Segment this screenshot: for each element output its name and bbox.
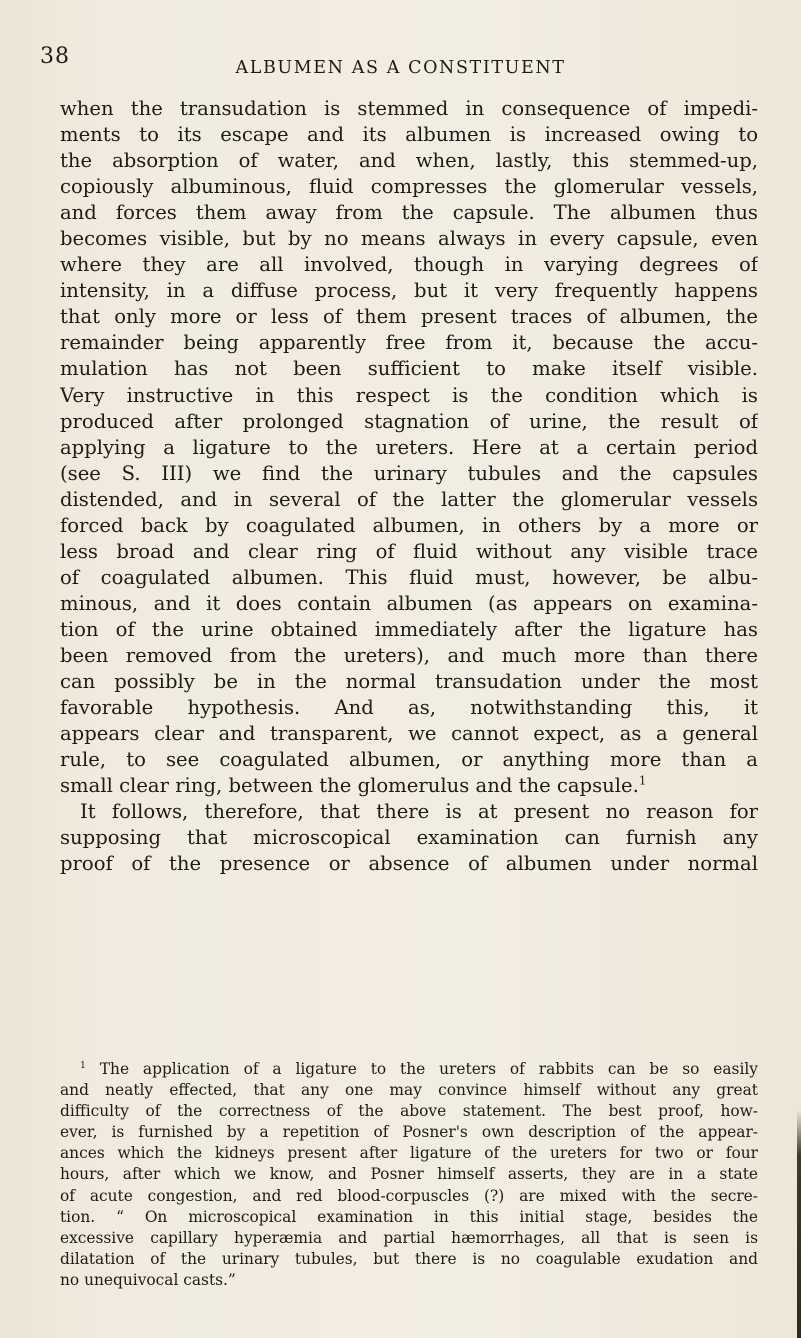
body-line: that only more or less of them present traces of albumen, the [60, 305, 758, 329]
body-line-text: small clear ring, between the glomerulus and the capsule. [60, 774, 639, 798]
running-head: ALBUMEN AS A CONSTITUENT [235, 58, 566, 78]
body-line-with-footnote-ref [60, 773, 758, 799]
footnote-line: hours, after which we know, and Posner himself asserts, they are in a state [60, 1165, 758, 1184]
footnote-line: tion. “ On microscopical examination in this initial stage, besides the [60, 1207, 758, 1226]
body-line: been removed from the ureters), and much more than there [60, 643, 758, 667]
body-line: supposing that microscopical examination can furnish any [60, 826, 758, 850]
body-line: of coagulated albumen. This fluid must, however, be albu- [60, 565, 758, 589]
footnote-line: and neatly effected, that any one may convince himself without any great [60, 1081, 758, 1100]
body-line: Very instructive in this respect is the condition which is [60, 383, 758, 407]
body-line: where they are all involved, though in varying degrees of [60, 253, 758, 277]
footnote-line: ever, is furnished by a repetition of Posner's own description of the appear- [60, 1123, 758, 1142]
body-line: remainder being apparently free from it, because the accu- [60, 331, 758, 355]
footnote-marker: 1 [80, 1059, 86, 1071]
body-line: proof of the presence or absence of albumen under normal [60, 852, 758, 876]
body-line: rule, to see coagulated albumen, or anything more than a [60, 748, 758, 772]
body-text [60, 96, 758, 877]
page-edge-shadow [797, 1110, 801, 1338]
body-line: favorable hypothesis. And as, notwithstanding this, it [60, 696, 758, 720]
footnote-line: ances which the kidneys present after ligature of the ureters for two or four [60, 1144, 758, 1163]
body-line: when the transudation is stemmed in consequence of impedi- [60, 97, 758, 120]
footnote-line-text: The application of a ligature to the ureters of rabbits can be so easily [99, 1060, 758, 1078]
footnote-line: dilatation of the urinary tubules, but there is no coagulable exudation and [60, 1249, 758, 1268]
body-line: appears clear and transparent, we cannot expect, as a general [60, 722, 758, 746]
body-line: tion of the urine obtained immediately after the ligature has [60, 617, 758, 641]
paragraph-start-line: It follows, therefore, that there is at present no reason for [80, 800, 758, 824]
body-line: distended, and in several of the latter the glomerular vessels [60, 487, 758, 511]
body-line: less broad and clear ring of fluid without any visible trace [60, 539, 758, 563]
body-line: (see S. III) we find the urinary tubules and the capsules [60, 461, 758, 485]
body-line: minous, and it does contain albumen (as appears on examina- [60, 591, 758, 615]
body-line: intensity, in a diffuse process, but it very frequently happens [60, 279, 758, 303]
body-line: becomes visible, but by no means always in every capsule, even [60, 227, 758, 251]
body-line: applying a ligature to the ureters. Here at a certain period [60, 435, 758, 459]
body-line: forced back by coagulated albumen, in others by a more or [60, 513, 758, 537]
page-number: 38 [40, 44, 70, 69]
footnote-block [60, 1059, 758, 1291]
body-line: produced after prolonged stagnation of urine, the result of [60, 409, 758, 433]
footnote-line: no unequivocal casts.” [60, 1270, 236, 1289]
body-line: ments to its escape and its albumen is increased owing to [60, 123, 758, 147]
footnote-ref-mark: 1 [638, 773, 647, 788]
footnote-line: of acute congestion, and red blood-corpuscles (?) are mixed with the secre- [60, 1186, 758, 1205]
body-line: mulation has not been sufficient to make itself visible. [60, 357, 758, 381]
body-line: copiously albuminous, fluid compresses the glomerular vessels, [60, 175, 758, 199]
footnote-line: difficulty of the correctness of the above statement. The best proof, how- [60, 1102, 758, 1121]
body-line: and forces them away from the capsule. The albumen thus [60, 201, 758, 225]
body-line: the absorption of water, and when, lastly, this stemmed-up, [60, 149, 758, 173]
body-line: can possibly be in the normal transudation under the most [60, 670, 758, 694]
footnote-first-line [60, 1059, 758, 1080]
footnote-line: excessive capillary hyperæmia and partial hæmorrhages, all that is seen is [60, 1228, 758, 1247]
